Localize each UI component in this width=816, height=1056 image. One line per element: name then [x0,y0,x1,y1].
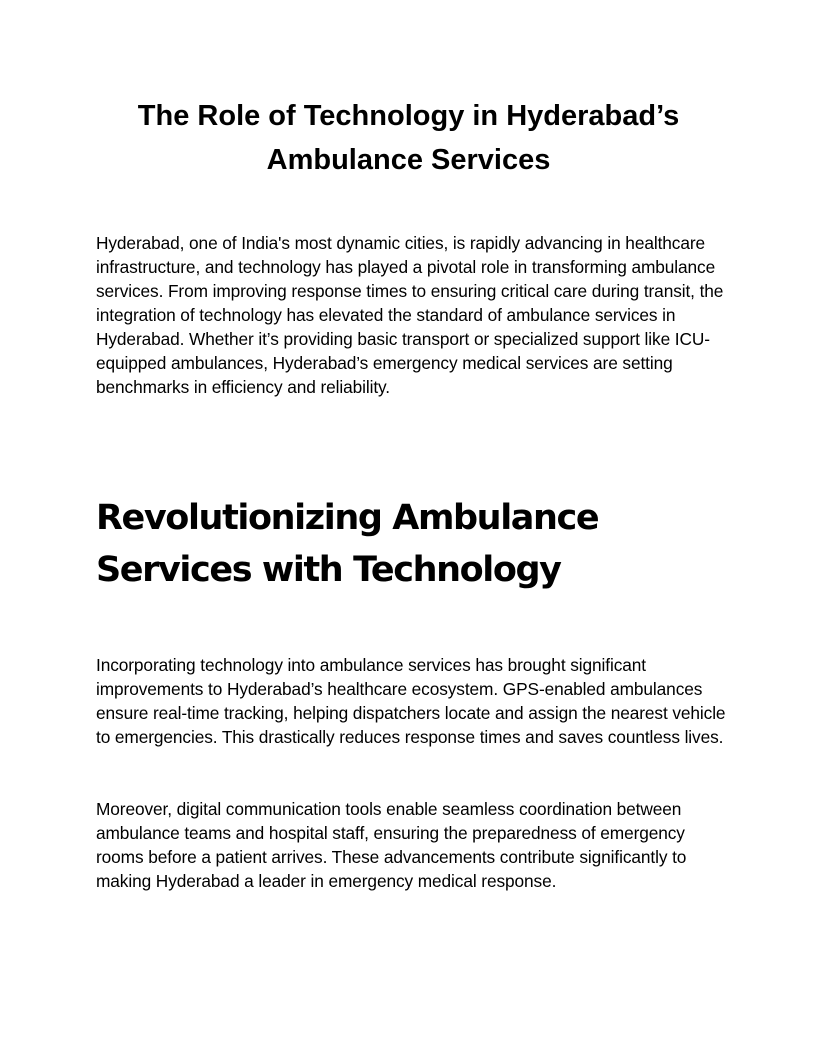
section-heading: Revolutionizing Ambulance Services with Technology [96,498,599,590]
section-paragraph-1: Incorporating technology into ambulance services has brought significant improvements to Hyderabad’s healthcare ecosystem. GPS-enabled ambulances ensure real-time tracking, helping dispatchers locate and assign the nearest vehicle to emergencies. This drastically reduces response times and saves countless lives. [96,655,726,747]
section-paragraph-2: Moreover, digital communication tools enable seamless coordination between ambulance teams and hospital staff, ensuring the preparedness of emergency rooms before a patient arrives. These advancements contribute significantly to making Hyderabad a leader in emergency medical response. [96,799,687,891]
document-title: The Role of Technology in Hyderabad’s Ambulance Services [137,100,680,176]
intro-paragraph: Hyderabad, one of India's most dynamic cities, is rapidly advancing in healthcare infrastructure, and technology has played a pivotal role in transforming ambulance services. From improving response times to ensuring critical care during transit, the integration of technology has elevated the standard of ambulance services in Hyderabad. Whether it’s providing basic transport or specialized support like ICU-equipped ambulances, Hyderabad’s emergency medical services are setting benchmarks in efficiency and reliability. [96,233,724,397]
